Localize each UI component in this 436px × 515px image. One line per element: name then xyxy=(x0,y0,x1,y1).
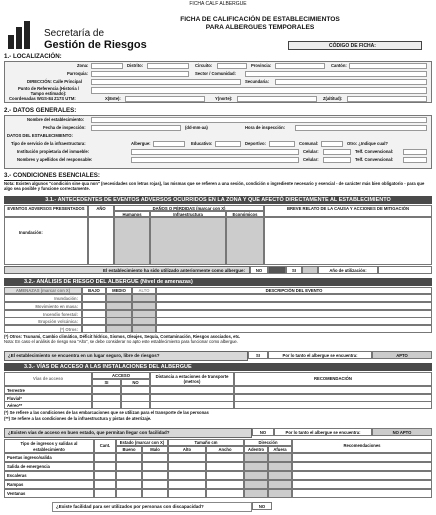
z-label: Z(altitud): xyxy=(323,96,343,101)
x-field[interactable] xyxy=(125,96,205,102)
datos-label: DATOS DEL ESTABLECIMIENTO: xyxy=(7,133,73,138)
distrito-field[interactable] xyxy=(147,63,189,69)
fecha-format-label: (dd-mm-aa) xyxy=(185,125,208,130)
col-vias: Vías de acceso xyxy=(4,372,92,386)
otros-note: (*) Otros: Tsunami, Cambio climático, Déficit hídrico, Sismos, Oleajes, Sequía, Contaminación, Riesgos asociados, etc. xyxy=(4,334,241,339)
threat-label: (*) Otros: xyxy=(4,325,82,333)
deportivo-label: Deportivo: xyxy=(245,141,266,146)
logo-mark-icon xyxy=(8,21,36,49)
threat-alto-cell[interactable] xyxy=(132,317,156,325)
amenazas-header xyxy=(4,287,82,294)
ingreso-cell[interactable] xyxy=(142,453,168,462)
circuito-field[interactable] xyxy=(217,63,247,69)
col-tamano: Tamaño cm xyxy=(168,439,244,446)
ingreso-cell[interactable] xyxy=(142,480,168,489)
canton-label: Cantón: xyxy=(331,63,347,68)
ingreso-cell[interactable] xyxy=(268,480,292,489)
vias-question: ¿Existen vías de acceso en buen estado, que permitan llegar con facilidad? xyxy=(4,428,252,438)
econ-cell[interactable] xyxy=(226,217,264,265)
col-bueno: Bueno xyxy=(116,446,142,453)
institucion-field[interactable] xyxy=(131,149,299,155)
uso-previo-question: El establecimiento ha sido utilizado anteriormente como albergue: xyxy=(4,266,250,274)
referencia-label: Punto de Referencia (Historia / Tampo estimado): xyxy=(18,86,79,96)
discapacidad-no[interactable]: NO xyxy=(252,502,272,510)
threat-alto-cell[interactable] xyxy=(132,302,156,310)
y-field[interactable] xyxy=(237,96,317,102)
ingreso-cell[interactable] xyxy=(168,480,206,489)
educativo-field[interactable] xyxy=(215,141,241,147)
ingreso-cell[interactable] xyxy=(168,453,206,462)
apto-result: APTO xyxy=(372,351,432,359)
col-ancho: Ancho xyxy=(206,446,244,453)
secundaria-label: Secundaria: xyxy=(245,79,269,84)
ingreso-label: Ventanas xyxy=(4,489,94,498)
ingreso-cell[interactable] xyxy=(94,480,116,489)
lugar-seguro-si[interactable]: SI xyxy=(248,351,268,359)
celular-2-label: Celular: xyxy=(303,157,319,162)
threat-label: Erupción volcánica: xyxy=(4,317,82,325)
uso-si-option[interactable]: SI xyxy=(286,266,302,274)
threat-medio-cell[interactable] xyxy=(106,302,132,310)
hora-label: Hora de inspección: xyxy=(245,125,286,130)
relato-cell[interactable] xyxy=(264,217,432,265)
discapacidad-question: ¿Existe facilidad para ser utilizados por personas con discapacidad? xyxy=(52,502,252,512)
ingreso-cell[interactable] xyxy=(116,471,142,480)
ingreso-cell[interactable] xyxy=(292,453,432,462)
ingreso-label: Puertas ingreso/salida xyxy=(4,453,94,462)
anio-utilizacion-field[interactable] xyxy=(378,266,432,274)
aereo-note: (**) Se refiere a las condiciones de la infraestructura y pistas de aterrizaje. xyxy=(4,416,152,421)
ingreso-cell[interactable] xyxy=(142,471,168,480)
section-2-heading: 2.- DATOS GENERALES: xyxy=(4,107,77,114)
responsable-field[interactable] xyxy=(131,157,299,163)
threat-label: Movimiento en masa: xyxy=(4,302,82,310)
no-apto-result: NO APTO xyxy=(372,428,432,436)
uso-si-box[interactable] xyxy=(302,266,318,274)
threat-label: Inundación: xyxy=(4,294,82,302)
col-recomendaciones: Recomendaciones xyxy=(292,439,432,453)
via-recomendacion-cell[interactable] xyxy=(234,401,432,409)
section-3-heading: 3.- CONDICIONES ESENCIALES: xyxy=(4,172,100,179)
nombre-field[interactable] xyxy=(91,117,427,123)
parroquia-label: Parroquia: xyxy=(67,71,88,76)
otro-label: Otro: ¿Indique cual? xyxy=(347,141,388,146)
celular-label: Celular: xyxy=(303,149,319,154)
vias-no[interactable]: NO xyxy=(252,428,274,436)
albergue-label: Albergue: xyxy=(131,141,151,146)
ingreso-cell[interactable] xyxy=(116,489,142,498)
threat-medio-cell[interactable] xyxy=(106,325,132,333)
ingreso-cell[interactable] xyxy=(268,462,292,471)
celular-field[interactable] xyxy=(323,149,351,155)
ingreso-cell[interactable] xyxy=(268,453,292,462)
marcar-label: (marcar con X) xyxy=(40,288,71,293)
document-header-label: FICHA CALF ALBERGUE xyxy=(189,1,247,7)
threat-descripcion-cell[interactable] xyxy=(156,310,432,318)
parroquia-field[interactable] xyxy=(91,71,189,77)
celular-2-field[interactable] xyxy=(323,157,351,163)
s31-title: 3.1.- ANTECEDENTES DE EVENTOS ADVERSOS OCURRIDOS EN LA ZONA Y QUE AFECTÓ DIRECTAMENTE AL ESTABLECIMIENTO xyxy=(4,196,432,204)
zona-label: Zona: xyxy=(77,63,89,68)
ingreso-cell[interactable] xyxy=(292,480,432,489)
col-afuera: Afuera xyxy=(268,446,292,453)
section-3-note: Nota: Existen algunos "condición sine qua non" (necesidades con letras rojas), las mismas que se refieren a una sesión, condición o ingrediente necesario y esencial - de carácter más bien obligatorio - para que algo sea posible y funcione correctamente. xyxy=(4,181,425,191)
nombre-label: Nombre del establecimiento: xyxy=(27,117,85,122)
ingreso-label: Salida de emergencia xyxy=(4,462,94,471)
logo-line-1: Secretaría de xyxy=(44,28,105,39)
comunal-field[interactable] xyxy=(321,141,343,147)
direccion-field[interactable] xyxy=(91,79,241,85)
form-title xyxy=(150,16,370,32)
col-eventos: EVENTOS ADVERSOS PRESENTADOS xyxy=(4,205,88,217)
por-tanto-label: Por lo tanto el albergue se encuentra: xyxy=(268,351,372,359)
humanos-cell[interactable] xyxy=(114,217,150,265)
ingreso-cell[interactable] xyxy=(94,471,116,480)
albergue-field[interactable] xyxy=(153,141,185,147)
comunal-label: Comunal: xyxy=(299,141,319,146)
col-medio: MEDIO xyxy=(106,287,132,294)
ingreso-label: Escaleras xyxy=(4,471,94,480)
telf-label: Telf. Convencional: xyxy=(355,149,394,154)
ingreso-cell[interactable] xyxy=(168,471,206,480)
ingreso-cell[interactable] xyxy=(168,462,206,471)
ingreso-cell[interactable] xyxy=(168,489,206,498)
ingreso-cell[interactable] xyxy=(292,462,432,471)
zona-field[interactable] xyxy=(91,63,123,69)
secundaria-field[interactable] xyxy=(275,79,427,85)
col-humanos: Humanos xyxy=(114,211,150,217)
col-alto-cm: Alto xyxy=(168,446,206,453)
threat-medio-cell[interactable] xyxy=(106,310,132,318)
coordenadas-label: Coordenadas WGS-84 Z17S UTM: xyxy=(9,96,76,101)
threat-alto-cell[interactable] xyxy=(132,294,156,302)
provincia-field[interactable] xyxy=(275,63,325,69)
logo-line-2: Gestión de Riesgos xyxy=(44,39,147,51)
ingreso-cell[interactable] xyxy=(268,471,292,480)
provincia-label: Provincia: xyxy=(251,63,272,68)
ingreso-cell[interactable] xyxy=(244,480,268,489)
canton-field[interactable] xyxy=(349,63,427,69)
evento-inundacion: Inundación: xyxy=(4,217,88,265)
ingreso-cell[interactable] xyxy=(142,489,168,498)
col-alto: ALTO xyxy=(132,287,156,294)
col-anio: AÑO xyxy=(88,205,114,217)
threat-bajo-cell[interactable] xyxy=(82,294,106,302)
ingreso-cell[interactable] xyxy=(94,453,116,462)
col-cant: Cant. xyxy=(94,439,116,453)
ingreso-cell[interactable] xyxy=(94,489,116,498)
ingreso-cell[interactable] xyxy=(206,453,244,462)
riesgo-alto-note: Nota: En caso el análisis de riesgo sea "Alto", se debe considerar no apto este establecimiento para funcionar como albergue. xyxy=(4,339,238,344)
threat-bajo-cell[interactable] xyxy=(82,310,106,318)
ingreso-cell[interactable] xyxy=(244,489,268,498)
section-1-heading: 1.- LOCALIZACIÓN: xyxy=(4,53,62,60)
threat-alto-cell[interactable] xyxy=(132,325,156,333)
z-field[interactable] xyxy=(347,96,427,102)
threat-descripcion-cell[interactable] xyxy=(156,317,432,325)
form-title-line-1: FICHA DE CALIFICACIÓN DE ESTABLECIMIENTOS xyxy=(180,16,340,23)
general-data-block xyxy=(4,115,432,169)
col-malo: Malo xyxy=(142,446,168,453)
hora-field[interactable] xyxy=(295,125,427,131)
ingreso-cell[interactable] xyxy=(268,489,292,498)
telf-2-label: Telf. Convencional: xyxy=(355,157,394,162)
ingreso-cell[interactable] xyxy=(292,471,432,480)
ingreso-label: Rampas xyxy=(4,480,94,489)
uso-no-box[interactable] xyxy=(268,266,286,274)
y-label: Y(norte): xyxy=(215,96,233,101)
threat-bajo-cell[interactable] xyxy=(82,317,106,325)
s32-title: 3.2.- ANÁLISIS DE RIESGO DEL ALBERGUE (Nivel de amenazas) xyxy=(4,278,432,286)
s33-title: 3.3.- VÍAS DE ACCESO A LAS INSTALACIONES DEL ALBERGUE xyxy=(4,363,432,371)
threat-medio-cell[interactable] xyxy=(106,294,132,302)
tipo-label: Tipo de servicio de la infraestructura: xyxy=(11,141,86,146)
ingreso-cell[interactable] xyxy=(206,471,244,480)
col-acceso-si: SI xyxy=(92,379,121,386)
col-acceso-no: NO xyxy=(121,379,150,386)
lugar-seguro-question: ¿El establecimiento se encuentra en un lugar seguro, libre de riesgos? xyxy=(4,351,248,361)
sector-field[interactable] xyxy=(245,71,427,77)
x-label: X(Este): xyxy=(105,96,121,101)
sector-label: Sector / Comunidad: xyxy=(195,71,236,76)
ingreso-cell[interactable] xyxy=(94,462,116,471)
col-direccion: Dirección xyxy=(244,439,292,446)
ingreso-cell[interactable] xyxy=(206,462,244,471)
ingreso-cell[interactable] xyxy=(116,480,142,489)
col-infraestructura: Infraestructura xyxy=(150,211,226,217)
infra-cell[interactable] xyxy=(150,217,226,265)
educativo-label: Educativo: xyxy=(191,141,213,146)
col-ingresos: Tipo de ingresos y salidas al establecimiento xyxy=(4,439,94,453)
ingreso-cell[interactable] xyxy=(244,453,268,462)
amenazas-label: AMENAZAS xyxy=(15,288,40,293)
threat-descripcion-cell[interactable] xyxy=(156,294,432,302)
col-recomendacion: RECOMENDACIÓN xyxy=(234,372,432,386)
col-estado: Estado (marcar con X) xyxy=(116,439,168,446)
threat-label: Incendio forestal: xyxy=(4,310,82,318)
location-block xyxy=(4,61,432,103)
threat-bajo-cell[interactable] xyxy=(82,325,106,333)
por-tanto-2-label: Por lo tanto el albergue se encuentra: xyxy=(274,428,372,436)
ingreso-cell[interactable] xyxy=(206,480,244,489)
direccion-label: DIRECCIÓN: Calle Principal xyxy=(27,79,82,84)
threat-descripcion-cell[interactable] xyxy=(156,325,432,333)
ingreso-cell[interactable] xyxy=(206,489,244,498)
fecha-field[interactable] xyxy=(91,125,181,131)
via-si-cell[interactable] xyxy=(92,401,121,409)
fluvial-note: (*) Se refiere a las condiciones de las embarcaciones que se utilizan para el transporte de las personas xyxy=(4,410,209,415)
col-danos: DAÑOS O PÉRDIDAS (marcar con X) xyxy=(114,205,264,211)
anio-cell[interactable] xyxy=(88,217,114,265)
threat-descripcion-cell[interactable] xyxy=(156,302,432,310)
telf-field[interactable] xyxy=(403,149,427,155)
col-economicos: Económicos xyxy=(226,211,264,217)
ingreso-cell[interactable] xyxy=(116,453,142,462)
col-adentro: Adentro xyxy=(244,446,268,453)
ingreso-cell[interactable] xyxy=(292,489,432,498)
anio-utilizacion-label: Año de utilización: xyxy=(318,266,378,274)
referencia-field[interactable] xyxy=(91,87,427,94)
form-title-line-2: PARA ALBERGUES TEMPORALES xyxy=(205,24,315,31)
institucion-label: Institución propietaria del inmueble: xyxy=(17,149,90,154)
via-label: Fluvial* xyxy=(4,394,92,402)
ingreso-cell[interactable] xyxy=(116,462,142,471)
fecha-label: Fecha de inspección: xyxy=(43,125,86,130)
ingreso-cell[interactable] xyxy=(244,471,268,480)
logo xyxy=(6,17,151,57)
uso-no-option[interactable]: NO xyxy=(250,266,268,274)
threat-bajo-cell[interactable] xyxy=(82,302,106,310)
threat-alto-cell[interactable] xyxy=(132,310,156,318)
col-breve-relato: BREVE RELATO DE LA CAUSA Y ACCIONES DE MITIGACIÓN xyxy=(264,205,432,217)
via-label: Aéreo** xyxy=(4,401,92,409)
col-bajo: BAJO xyxy=(82,287,106,294)
responsable-label: Nombres y apellidos del responsable: xyxy=(17,157,93,162)
deportivo-field[interactable] xyxy=(269,141,295,147)
telf-2-field[interactable] xyxy=(403,157,427,163)
via-no-cell[interactable] xyxy=(121,401,150,409)
form-code-field[interactable]: CÓDIGO DE FICHA: xyxy=(288,41,422,50)
distrito-label: Distrito: xyxy=(127,63,144,68)
col-distancia: Distancia a estaciones de transporte (metros) xyxy=(150,372,234,386)
col-acceso: ACCESO xyxy=(92,372,150,379)
via-label: Terrestre xyxy=(4,386,92,394)
col-descripcion: DESCRIPCIÓN DEL EVENTO xyxy=(156,287,432,294)
via-distancia-cell[interactable] xyxy=(150,401,234,409)
circuito-label: Circuito: xyxy=(195,63,213,68)
ingreso-cell[interactable] xyxy=(142,462,168,471)
ingreso-cell[interactable] xyxy=(244,462,268,471)
threat-medio-cell[interactable] xyxy=(106,317,132,325)
